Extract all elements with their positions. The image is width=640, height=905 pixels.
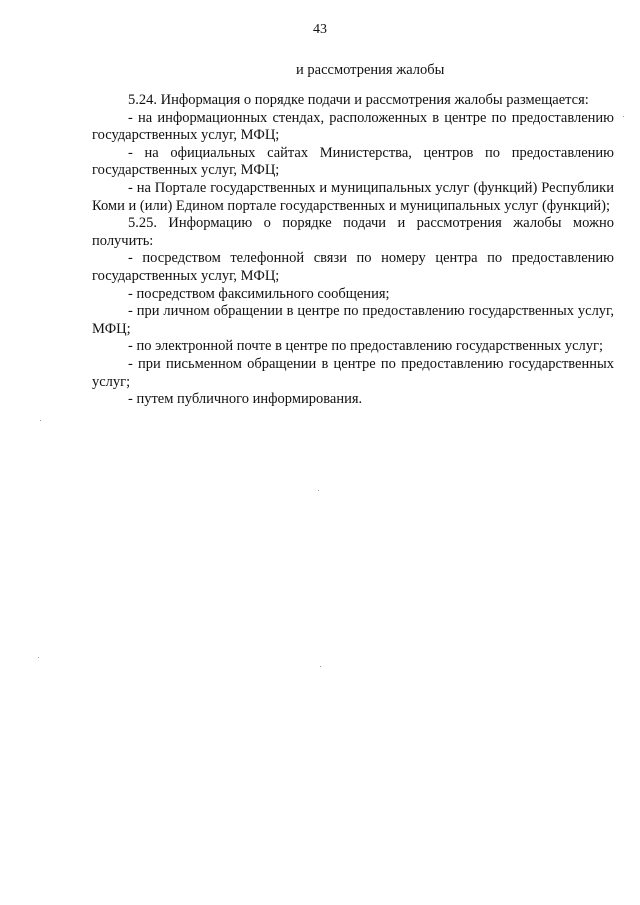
list-item-official-sites: - на официальных сайтах Министерства, центров по предоставлению государственных услуг, МФЦ; (92, 144, 614, 179)
list-item-personal-visit: - при личном обращении в центре по предоставлению государственных услуг, МФЦ; (92, 303, 614, 337)
scan-speck (318, 490, 319, 491)
page-number: 43 (313, 22, 327, 37)
section-heading-continuation: и рассмотрения жалобы (296, 62, 445, 78)
list-item-public-info: - путем публичного информирования. (128, 391, 363, 408)
scan-speck (40, 420, 41, 421)
list-item-email: - по электронной почте в центре по предоставлению государственных услуг; (128, 338, 603, 355)
paragraph-5-25-intro: 5.25. Информацию о порядке подачи и рассмотрения жалобы можно получить: (92, 215, 614, 249)
paragraph-5-24-intro: 5.24. Информация о порядке подачи и рассмотрения жалобы размещается: (128, 92, 589, 108)
document-body (92, 92, 614, 409)
list-item-info-stands: - на информационных стендах, расположенных в центре по предоставлению государственных услуг, МФЦ; (92, 109, 614, 144)
list-item-fax: - посредством факсимильного сообщения; (128, 285, 390, 302)
list-item-written-request: - при письменном обращении в центре по предоставлению государственных услуг; (92, 355, 614, 390)
scan-speck (623, 116, 624, 117)
list-item-portal: - на Портале государственных и муниципальных услуг (функций) Республики Коми и (или) Едином портале государственных и муниципальных услуг (функций); (92, 179, 614, 214)
list-item-phone: - посредством телефонной связи по номеру центра по предоставлению государственных услуг, МФЦ; (92, 250, 614, 284)
scan-speck (320, 666, 321, 667)
scan-speck (38, 657, 39, 658)
